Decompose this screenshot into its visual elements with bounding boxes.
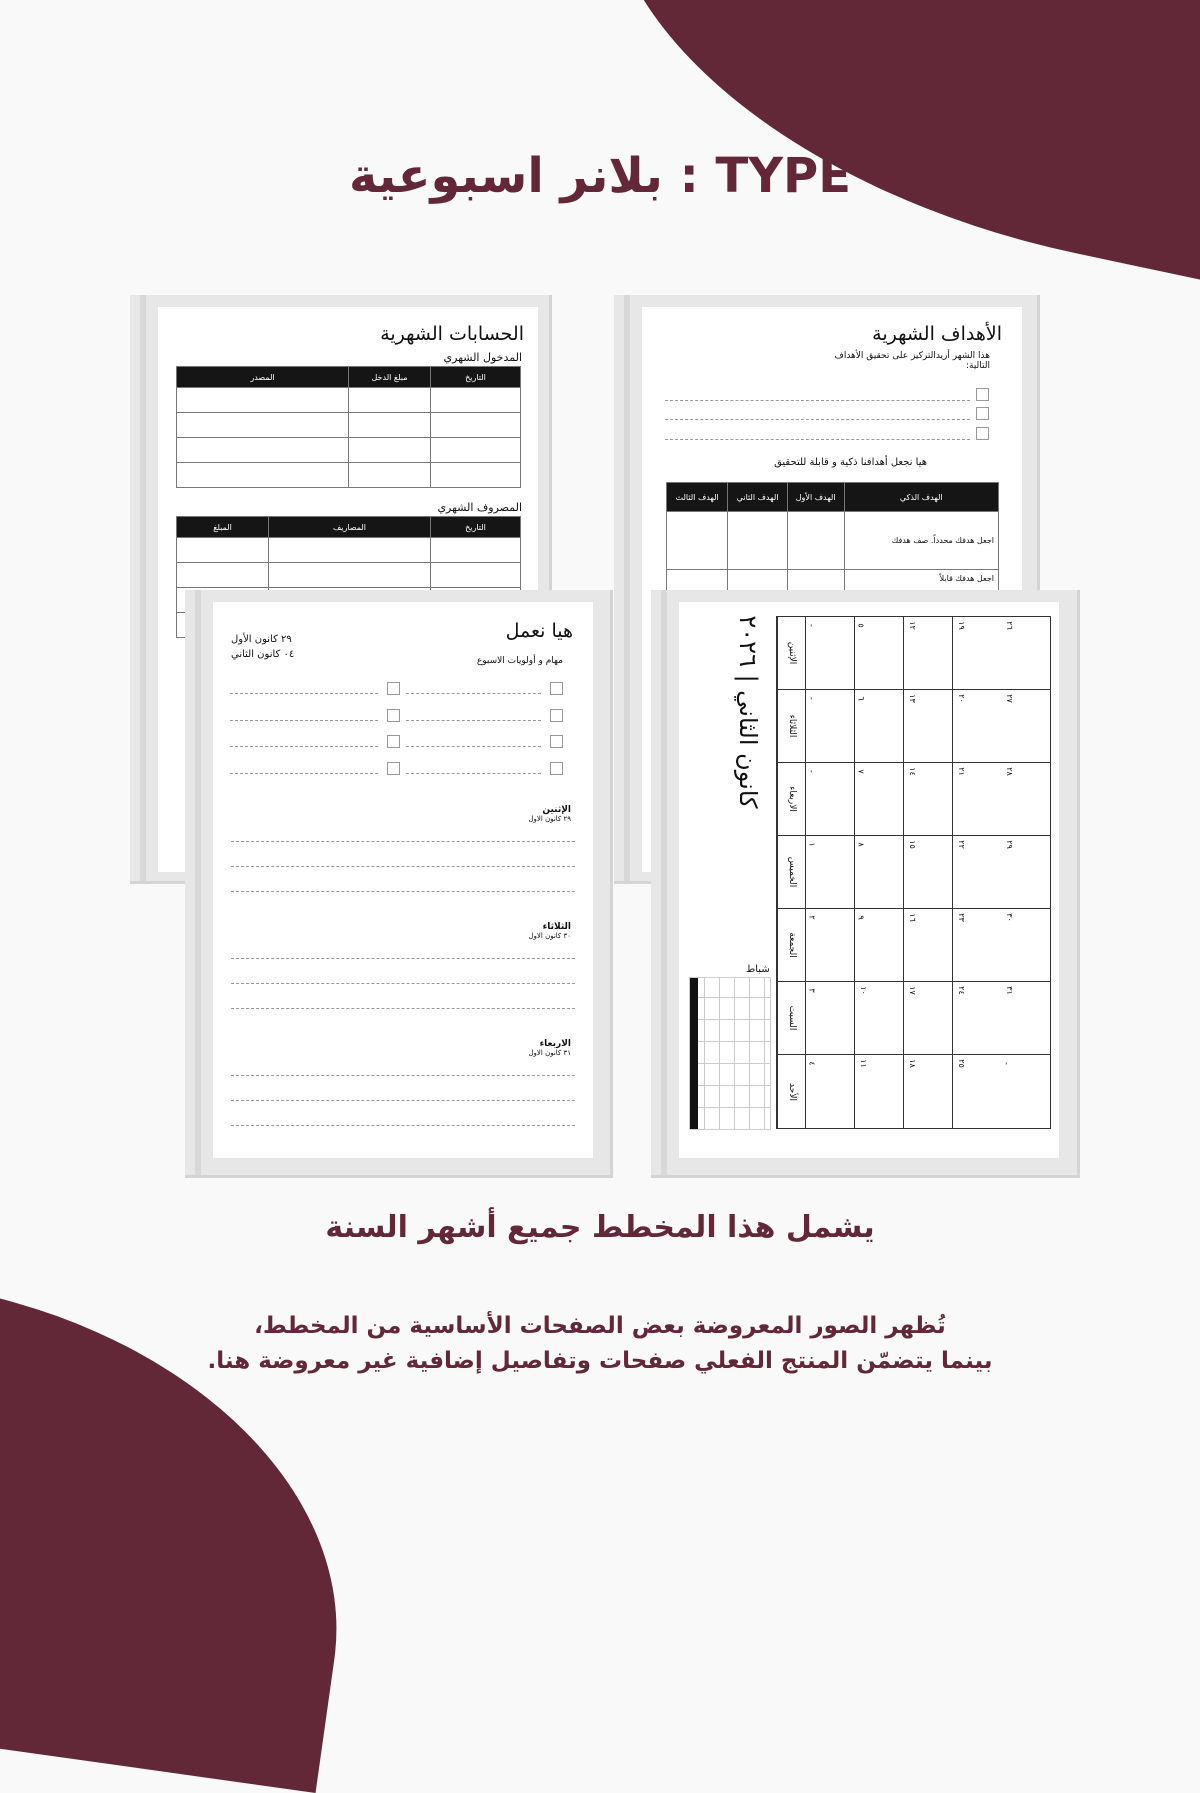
calendar-day-cell[interactable]: [903, 982, 952, 1054]
day-date: ٢٩ كانون الاول: [528, 815, 571, 823]
expense-label: المصروف الشهري: [437, 501, 522, 514]
goals-title: الأهداف الشهرية: [872, 323, 1002, 345]
row-label: اجعل هدفك قابلاً: [844, 570, 999, 610]
calendar-day-cell[interactable]: [952, 909, 1001, 981]
calendar-page: [679, 602, 1059, 1158]
day-number: ١: [807, 842, 817, 847]
day-number: ١٨: [907, 1059, 917, 1068]
weekday-text: الجمعة: [786, 932, 797, 958]
calendar-day-cell[interactable]: [1001, 982, 1050, 1054]
calendar-day-cell[interactable]: [805, 690, 854, 762]
calendar-row: [777, 617, 1050, 690]
day-number: ٢٥: [956, 1059, 966, 1068]
page-title: بلانر اسبوعية : TYPE: [349, 148, 851, 204]
col-header: الهدف الذكي: [844, 483, 999, 512]
task-checkbox[interactable]: [550, 709, 563, 722]
income-table: [176, 366, 521, 488]
goal-checkbox[interactable]: [976, 407, 989, 420]
calendar-day-cell[interactable]: [854, 836, 903, 908]
calendar-day-cell[interactable]: [903, 690, 952, 762]
day-number: ١٦: [907, 913, 917, 922]
weekday-label: [777, 836, 805, 908]
task-checkbox[interactable]: [387, 762, 400, 775]
weekday-label: [777, 982, 805, 1054]
calendar-row: [777, 1055, 1050, 1128]
calendar-day-cell[interactable]: [1001, 1055, 1050, 1128]
calendar-day-cell[interactable]: [805, 1055, 854, 1128]
calendar-day-cell[interactable]: [903, 1055, 952, 1128]
weekday-text: الثلاثاء: [786, 714, 797, 738]
weekday-text: السبت: [786, 1005, 797, 1031]
day-number: ٩: [856, 915, 866, 920]
day-name: الإثنين: [542, 805, 571, 815]
day-number: ٢٦: [1004, 621, 1014, 630]
day-number: ٣٠: [1004, 913, 1014, 922]
day-date: ٣١ كانون الاول: [528, 1049, 571, 1057]
calendar-day-cell[interactable]: [952, 836, 1001, 908]
day-number: ١٠: [858, 986, 868, 995]
day-number: ٢٢: [956, 840, 966, 849]
weekday-text: الأحد: [786, 1082, 797, 1101]
calendar-row: [777, 982, 1050, 1055]
weekday-label: [777, 617, 805, 689]
priorities-label: مهام و أولويات الاسبوع: [476, 656, 563, 666]
day-number: ٢٩: [1004, 840, 1014, 849]
goal-checkbox[interactable]: [976, 388, 989, 401]
day-number: -: [806, 624, 816, 627]
col-header: التاريخ: [431, 367, 521, 388]
calendar-day-cell[interactable]: [952, 982, 1001, 1054]
caption-line-2: بينما يتضمّن المنتج الفعلي صفحات وتفاصيل إضافية غير معروضة هنا.: [207, 1348, 993, 1374]
day-number: ١٣: [907, 694, 917, 703]
weekday-text: الاربعاء: [786, 786, 797, 812]
day-number: ٢٤: [956, 986, 966, 995]
day-number: ٨: [856, 842, 866, 847]
calendar-day-cell[interactable]: [952, 1055, 1001, 1128]
weekday-label: [777, 909, 805, 981]
task-checkbox[interactable]: [550, 762, 563, 775]
caption-main: يشمل هذا المخطط جميع أشهر السنة: [325, 1210, 875, 1245]
col-header: المصدر: [177, 367, 349, 388]
mini-calendar: [689, 977, 771, 1130]
day-number: ٤: [807, 1061, 817, 1066]
calendar-day-cell[interactable]: [952, 690, 1001, 762]
calendar-day-cell[interactable]: [903, 617, 952, 689]
day-number: ٣١: [1004, 986, 1014, 995]
smart-heading: هيا نجعل أهدافنا ذكية و قابلة للتحقيق: [774, 457, 927, 468]
day-number: ٢١: [956, 767, 966, 776]
calendar-day-cell[interactable]: [805, 763, 854, 835]
day-section: [231, 805, 575, 905]
day-number: ١٢: [907, 621, 917, 630]
weekday-label: [777, 1055, 805, 1128]
calendar-day-cell[interactable]: [854, 617, 903, 689]
day-number: ٢٣: [956, 913, 966, 922]
col-header: الهدف الثالث: [667, 483, 728, 512]
week-date-to: ٠٤ كانون الثاني: [231, 649, 295, 660]
calendar-day-cell[interactable]: [854, 690, 903, 762]
calendar-day-cell[interactable]: [1001, 836, 1050, 908]
day-number: ٢: [807, 915, 817, 920]
weekly-title: هيا نعمل: [505, 620, 573, 642]
calendar-day-cell[interactable]: [854, 909, 903, 981]
task-checkbox[interactable]: [387, 735, 400, 748]
day-number: ٢٨: [1004, 767, 1014, 776]
weekday-label: [777, 690, 805, 762]
week-date-from: ٢٩ كانون الأول: [231, 634, 292, 645]
day-date: ٣٠ كانون الاول: [528, 932, 571, 940]
calendar-day-cell[interactable]: [805, 836, 854, 908]
calendar-day-cell[interactable]: [1001, 763, 1050, 835]
weekday-text: الإثنين: [786, 641, 797, 665]
day-number: -: [806, 770, 816, 773]
calendar-day-cell[interactable]: [903, 909, 952, 981]
weekly-page: [213, 602, 593, 1158]
calendar-day-cell[interactable]: [952, 763, 1001, 835]
day-number: ٢٧: [1004, 694, 1014, 703]
day-number: ١٥: [907, 840, 917, 849]
day-number: ٦: [856, 696, 866, 701]
day-section: [231, 922, 575, 1022]
calendar-title: كانون الثاني | ٢٠٢٦: [734, 615, 762, 809]
calendar-row: [777, 690, 1050, 763]
day-name: الاربعاء: [539, 1039, 571, 1049]
calendar-row: [777, 909, 1050, 982]
calendar-row: [777, 836, 1050, 909]
day-number: ١٩: [956, 621, 966, 630]
calendar-day-cell[interactable]: [952, 617, 1001, 689]
day-number: ٧: [856, 769, 866, 774]
task-checkbox[interactable]: [550, 735, 563, 748]
income-label: المدخول الشهري: [443, 351, 522, 364]
goals-intro: هذا الشهر أريدالتركيز على تحقيق الأهداف التالية:: [834, 351, 990, 371]
month-calendar-grid: [776, 616, 1051, 1129]
col-header: المبلغ: [177, 517, 269, 538]
day-number: ٢٠: [956, 694, 966, 703]
calendar-day-cell[interactable]: [903, 836, 952, 908]
day-number: ١١: [858, 1059, 868, 1068]
mini-calendar-title: شباط: [746, 964, 770, 975]
calendar-day-cell[interactable]: [854, 1055, 903, 1128]
day-number: ٥: [856, 623, 866, 628]
calendar-row: [777, 763, 1050, 836]
task-checkbox[interactable]: [550, 682, 563, 695]
day-number: -: [1001, 1062, 1011, 1065]
calendar-day-cell[interactable]: [854, 763, 903, 835]
calendar-day-cell[interactable]: [1001, 909, 1050, 981]
calendar-day-cell[interactable]: [805, 982, 854, 1054]
day-number: ١٤: [907, 767, 917, 776]
day-number: ٣: [807, 988, 817, 993]
calendar-day-cell[interactable]: [1001, 617, 1050, 689]
row-label: اجعل هدفك محدداً. صف هدفك: [844, 512, 999, 570]
calendar-day-cell[interactable]: [903, 763, 952, 835]
calendar-day-cell[interactable]: [1001, 690, 1050, 762]
task-checkbox[interactable]: [387, 682, 400, 695]
col-header: مبلغ الدخل: [349, 367, 431, 388]
day-number: ١٧: [907, 986, 917, 995]
col-header: الهدف الأول: [787, 483, 844, 512]
calendar-day-cell[interactable]: [854, 982, 903, 1054]
calendar-day-cell[interactable]: [805, 909, 854, 981]
task-checkbox[interactable]: [387, 709, 400, 722]
caption-line-1: تُظهر الصور المعروضة بعض الصفحات الأساسية من المخطط،: [254, 1313, 946, 1339]
col-header: المصاريف: [269, 517, 431, 538]
col-header: الهدف الثاني: [728, 483, 787, 512]
goal-checkbox[interactable]: [976, 427, 989, 440]
calendar-day-cell[interactable]: [805, 617, 854, 689]
col-header: التاريخ: [431, 517, 521, 538]
weekday-label: [777, 763, 805, 835]
accounts-title: الحسابات الشهرية: [380, 323, 524, 345]
weekday-text: الخميس: [786, 856, 797, 888]
day-number: -: [806, 697, 816, 700]
day-name: الثلاثاء: [542, 922, 571, 932]
day-section: [231, 1039, 575, 1139]
